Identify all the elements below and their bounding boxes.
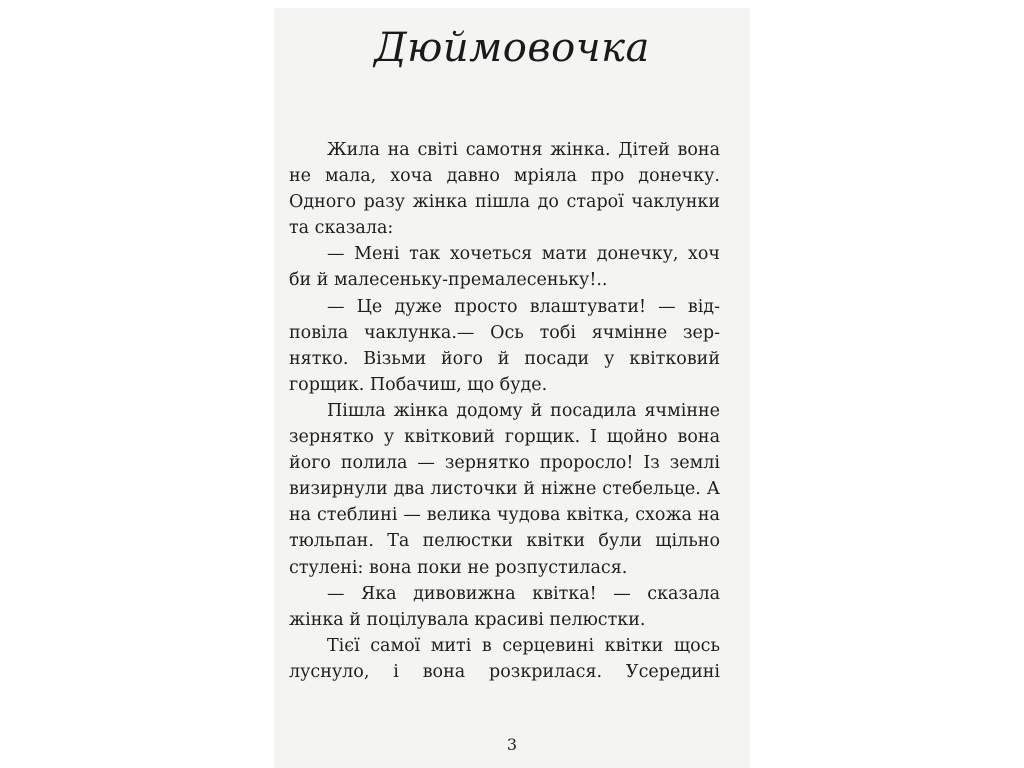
page-number: 3 xyxy=(506,735,518,754)
paragraph-4: Пішла жінка додому й посадила ячмінне зернятко у квітковий горщик. І щойно вона його полила — зернятко проросло! Із землі визирнули два листочки й ніжне стебельце. А на стеблині — велика чудова квітка, схожа на тюльпан. Та пелюстки квітки були щільно стулені: вона поки не розпустилася. xyxy=(289,400,720,578)
paragraph-5: — Яка дивовижна квітка! — сказала жінка й поцілувала красиві пелюстки. xyxy=(289,583,720,630)
story-text xyxy=(289,137,720,685)
paragraph-3: — Це дуже просто влаштувати! — відповіла чаклунка.— Ось тобі ячмінне зернятко. Візьми його й посади у квітковий горщик. Побачиш, що буде. xyxy=(289,296,720,395)
story-title: Дюймовочка xyxy=(374,25,650,71)
book-page xyxy=(274,8,750,768)
paragraph-6: Тієї самої миті в серцевині квітки щось луснуло, і вона розкрилася. Усередині xyxy=(289,635,720,682)
paragraph-2: — Мені так хочеться мати донечку, хоч би й малесеньку-премалесеньку!.. xyxy=(289,244,720,291)
paragraph-1: Жила на світі самотня жінка. Дітей вона не мала, хоча давно мріяла про донечку. Одного разу жінка пішла до старої чаклунки та сказала: xyxy=(289,140,720,239)
